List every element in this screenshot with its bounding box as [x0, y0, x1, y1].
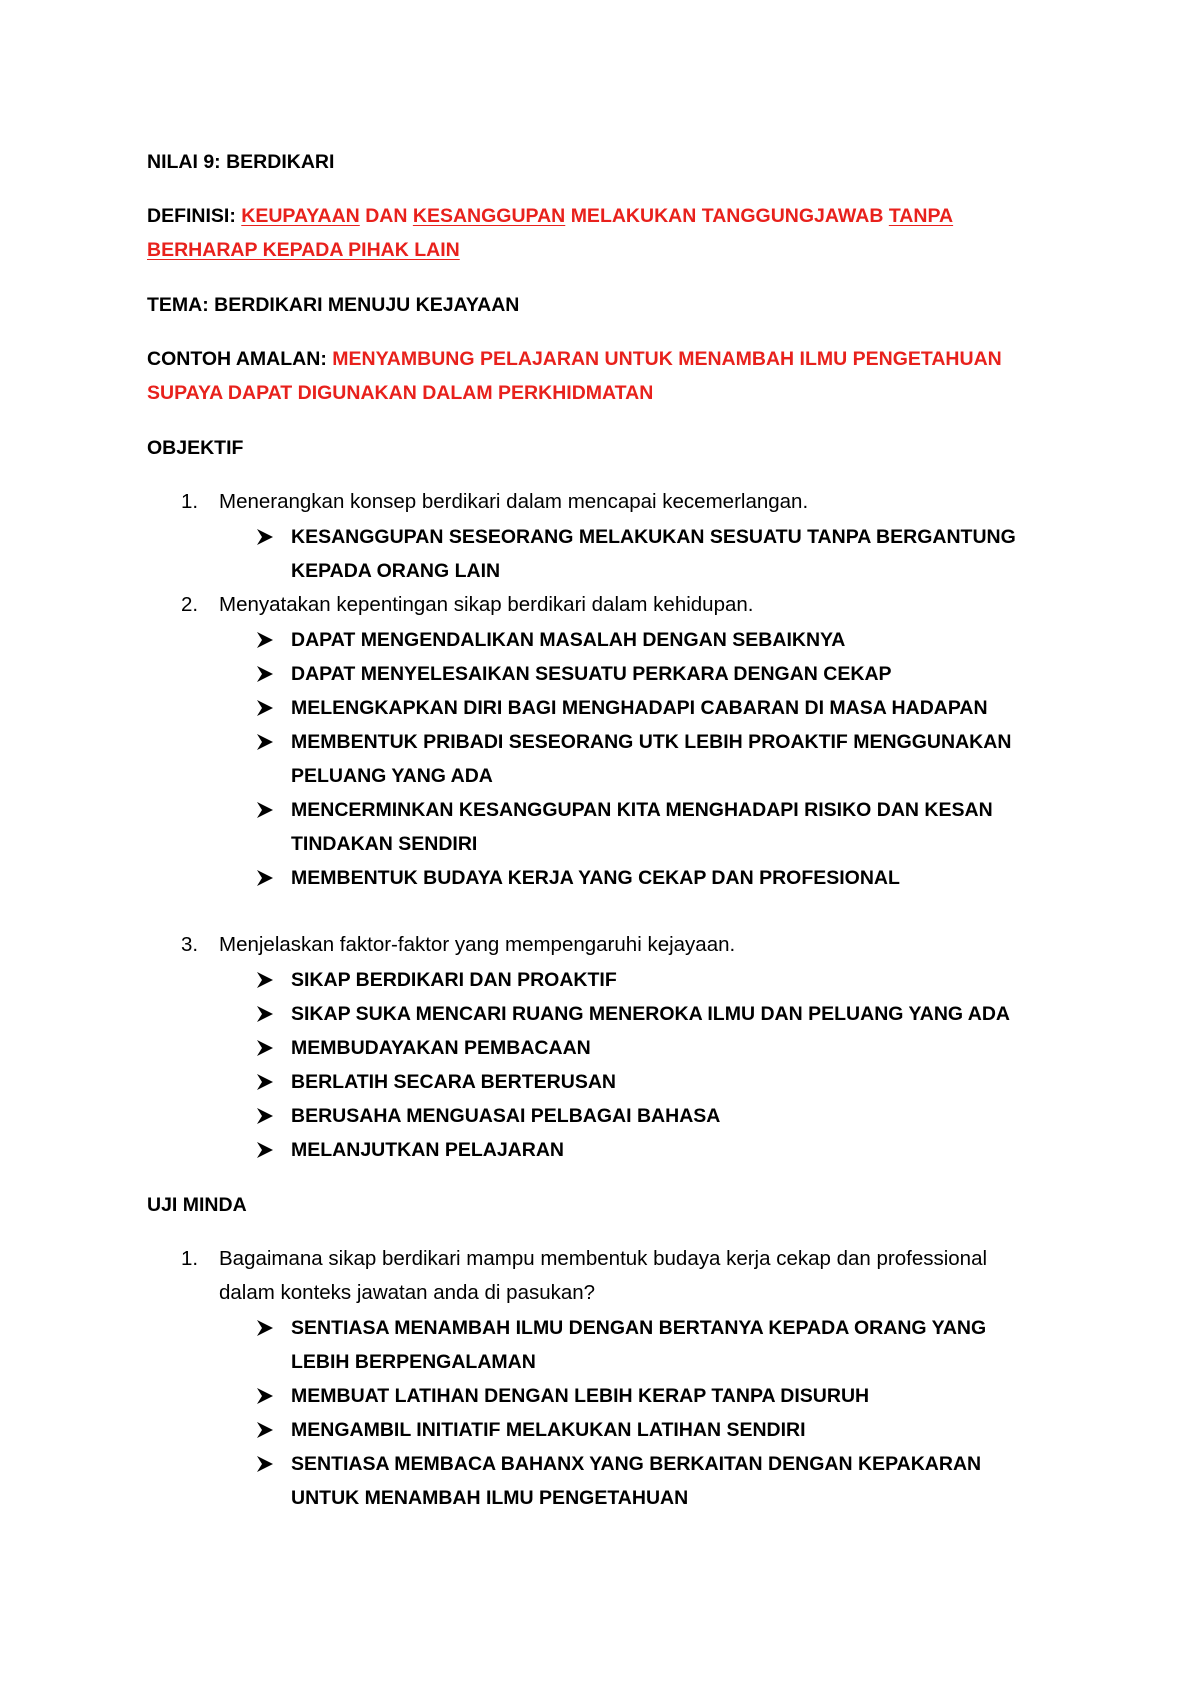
objective-2-bullet-1: DAPAT MENGENDALIKAN MASALAH DENGAN SEBAIKNYA: [291, 629, 846, 651]
arrow-bullet-icon: [256, 1455, 274, 1473]
definition-label: DEFINISI:: [147, 205, 236, 227]
arrow-bullet-icon: [256, 1319, 274, 1337]
example-label: CONTOH AMALAN:: [147, 348, 327, 370]
example-text-1: MENYAMBUNG PELAJARAN UNTUK MENAMBAH ILMU PENGETAHUAN: [332, 348, 1002, 370]
definition-melakukan: MELAKUKAN TANGGUNGJAWAB: [570, 205, 884, 227]
question-1-number: 1.: [181, 1247, 199, 1270]
question-1-text-1: Bagaimana sikap berdikari mampu membentuk budaya kerja cekap dan professional: [219, 1247, 988, 1270]
objective-2-text: Menyatakan kepentingan sikap berdikari dalam kehidupan.: [219, 593, 754, 616]
answer-bullet-4-cont: UNTUK MENAMBAH ILMU PENGETAHUAN: [291, 1487, 689, 1509]
objective-3-bullet-3: MEMBUDAYAKAN PEMBACAAN: [291, 1037, 591, 1059]
arrow-bullet-icon: [256, 631, 274, 649]
definition-tanpa: TANPA: [888, 205, 954, 227]
definition-keupayaan: KEUPAYAAN: [241, 205, 360, 227]
arrow-bullet-icon: [256, 1073, 274, 1091]
arrow-bullet-icon: [256, 528, 274, 546]
objective-2-bullet-4: MEMBENTUK PRIBADI SESEORANG UTK LEBIH PROAKTIF MENGGUNAKAN: [291, 731, 1012, 753]
answer-bullet-2: MEMBUAT LATIHAN DENGAN LEBIH KERAP TANPA DISURUH: [291, 1385, 870, 1407]
definition-dan: DAN: [365, 205, 408, 227]
objective-2-bullet-3: MELENGKAPKAN DIRI BAGI MENGHADAPI CABARAN DI MASA HADAPAN: [291, 697, 988, 719]
page-title: NILAI 9: BERDIKARI: [147, 151, 335, 173]
arrow-bullet-icon: [256, 801, 274, 819]
objective-3-bullet-2: SIKAP SUKA MENCARI RUANG MENEROKA ILMU DAN PELUANG YANG ADA: [291, 1003, 1011, 1025]
objective-2-bullet-4-cont: PELUANG YANG ADA: [291, 765, 493, 787]
answer-bullet-1: SENTIASA MENAMBAH ILMU DENGAN BERTANYA KEPADA ORANG YANG: [291, 1317, 987, 1339]
objective-3-bullet-6: MELANJUTKAN PELAJARAN: [291, 1139, 565, 1161]
objective-1-text: Menerangkan konsep berdikari dalam mencapai kecemerlangan.: [219, 490, 809, 513]
objective-heading: OBJEKTIF: [147, 437, 244, 459]
definition-line-1: [147, 204, 953, 228]
answer-bullet-1-cont: LEBIH BERPENGALAMAN: [291, 1351, 536, 1373]
objective-2-bullet-2: DAPAT MENYELESAIKAN SESUATU PERKARA DENGAN CEKAP: [291, 663, 892, 685]
arrow-bullet-icon: [256, 869, 274, 887]
arrow-bullet-icon: [256, 1421, 274, 1439]
arrow-bullet-icon: [256, 1387, 274, 1405]
objective-2-bullet-5: MENCERMINKAN KESANGGUPAN KITA MENGHADAPI RISIKO DAN KESAN: [291, 799, 993, 821]
answer-bullet-3: MENGAMBIL INITIATIF MELAKUKAN LATIHAN SENDIRI: [291, 1419, 806, 1441]
objective-1-bullet-1: KESANGGUPAN SESEORANG MELAKUKAN SESUATU TANPA BERGANTUNG: [291, 526, 1016, 548]
objective-1-number: 1.: [181, 490, 199, 513]
arrow-bullet-icon: [256, 665, 274, 683]
objective-2-bullet-6: MEMBENTUK BUDAYA KERJA YANG CEKAP DAN PROFESIONAL: [291, 867, 900, 889]
definition-kesanggupan: KESANGGUPAN: [412, 205, 566, 227]
arrow-bullet-icon: [256, 1005, 274, 1023]
example-line-1: [147, 347, 1002, 371]
example-line-2: SUPAYA DAPAT DIGUNAKAN DALAM PERKHIDMATAN: [147, 382, 654, 404]
objective-2-number: 2.: [181, 593, 199, 616]
arrow-bullet-icon: [256, 1107, 274, 1125]
arrow-bullet-icon: [256, 971, 274, 989]
objective-3-number: 3.: [181, 933, 199, 956]
arrow-bullet-icon: [256, 699, 274, 717]
arrow-bullet-icon: [256, 1141, 274, 1159]
theme-line: TEMA: BERDIKARI MENUJU KEJAYAAN: [147, 294, 520, 316]
answer-bullet-4: SENTIASA MEMBACA BAHANX YANG BERKAITAN DENGAN KEPAKARAN: [291, 1453, 982, 1475]
objective-3-bullet-4: BERLATIH SECARA BERTERUSAN: [291, 1071, 617, 1093]
arrow-bullet-icon: [256, 733, 274, 751]
objective-1-bullet-1-cont: KEPADA ORANG LAIN: [291, 560, 501, 582]
objective-3-text: Menjelaskan faktor-faktor yang mempengaruhi kejayaan.: [219, 933, 736, 956]
objective-3-bullet-1: SIKAP BERDIKARI DAN PROAKTIF: [291, 969, 617, 991]
arrow-bullet-icon: [256, 1039, 274, 1057]
objective-2-bullet-5-cont: TINDAKAN SENDIRI: [291, 833, 478, 855]
question-1-text-2: dalam konteks jawatan anda di pasukan?: [219, 1281, 596, 1304]
uji-minda-heading: UJI MINDA: [147, 1194, 247, 1216]
definition-line-2: BERHARAP KEPADA PIHAK LAIN: [147, 239, 460, 261]
objective-3-bullet-5: BERUSAHA MENGUASAI PELBAGAI BAHASA: [291, 1105, 721, 1127]
